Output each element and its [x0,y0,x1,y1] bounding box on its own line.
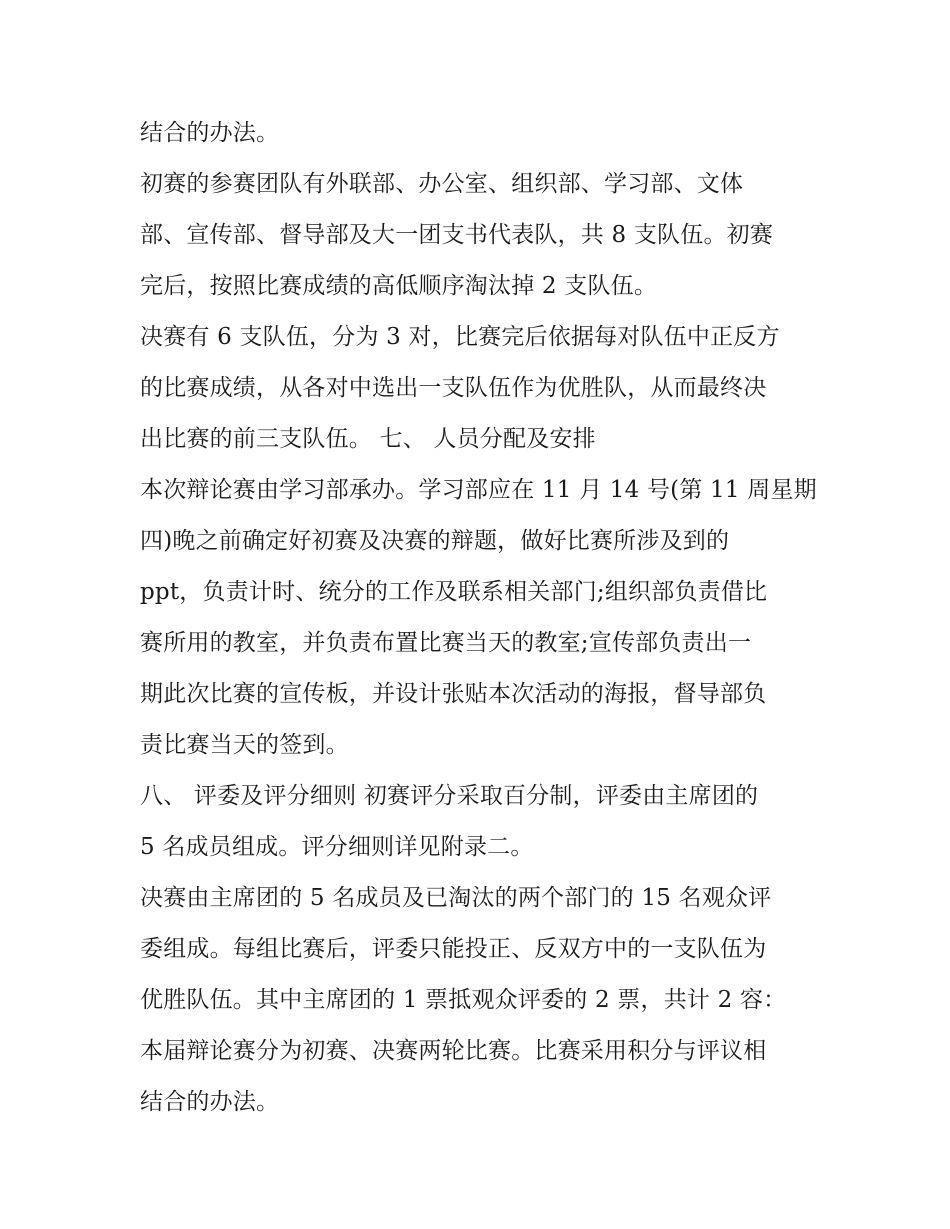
text-line: 结合的办法。 [140,120,280,146]
text-line: 决赛由主席团的 5 名成员及已淘汰的两个部门的 15 名观众评 [140,885,772,911]
text-line: 优胜队伍。其中主席团的 1 票抵观众评委的 2 票，共计 2 容： [140,987,787,1013]
text-line: 本届辩论赛分为初赛、决赛两轮比赛。比赛采用积分与评议相 [140,1038,767,1064]
text-line: 委组成。每组比赛后，评委只能投正、反双方中的一支队伍为 [140,936,767,962]
text-line: 决赛有 6 支队伍，分为 3 对，比赛完后依据每对队伍中正反方 [140,324,780,350]
text-line: 赛所用的教室，并负责布置比赛当天的教室;宣传部负责出一 [140,630,752,656]
text-line: ppt，负责计时、统分的工作及联系相关部门;组织部负责借比 [140,579,768,605]
text-line: 四)晚之前确定好初赛及决赛的辩题，做好比赛所涉及到的 [140,528,730,554]
text-line: 5 名成员组成。评分细则详见附录二。 [140,834,534,860]
text-line: 完后，按照比赛成绩的高低顺序淘汰掉 2 支队伍。 [140,273,658,299]
text-line: 责比赛当天的签到。 [140,732,349,758]
text-line: 初赛的参赛团队有外联部、办公室、组织部、学习部、文体 [140,171,744,197]
text-line: 出比赛的前三支队伍。 七、 人员分配及安排 [140,426,596,452]
text-line: 期此次比赛的宣传板，并设计张贴本次活动的海报，督导部负 [140,681,767,707]
document-body [140,108,830,1128]
text-line: 的比赛成绩，从各对中选出一支队伍作为优胜队，从而最终决 [140,375,767,401]
text-line: 部、宣传部、督导部及大一团支书代表队，共 8 支队伍。初赛 [140,222,774,248]
text-line: 八、 评委及评分细则 初赛评分采取百分制，评委由主席团的 [140,783,759,809]
text-line: 本次辩论赛由学习部承办。学习部应在 11 月 14 号(第 11 周星期 [140,477,817,503]
text-line: 结合的办法。 [140,1089,280,1115]
